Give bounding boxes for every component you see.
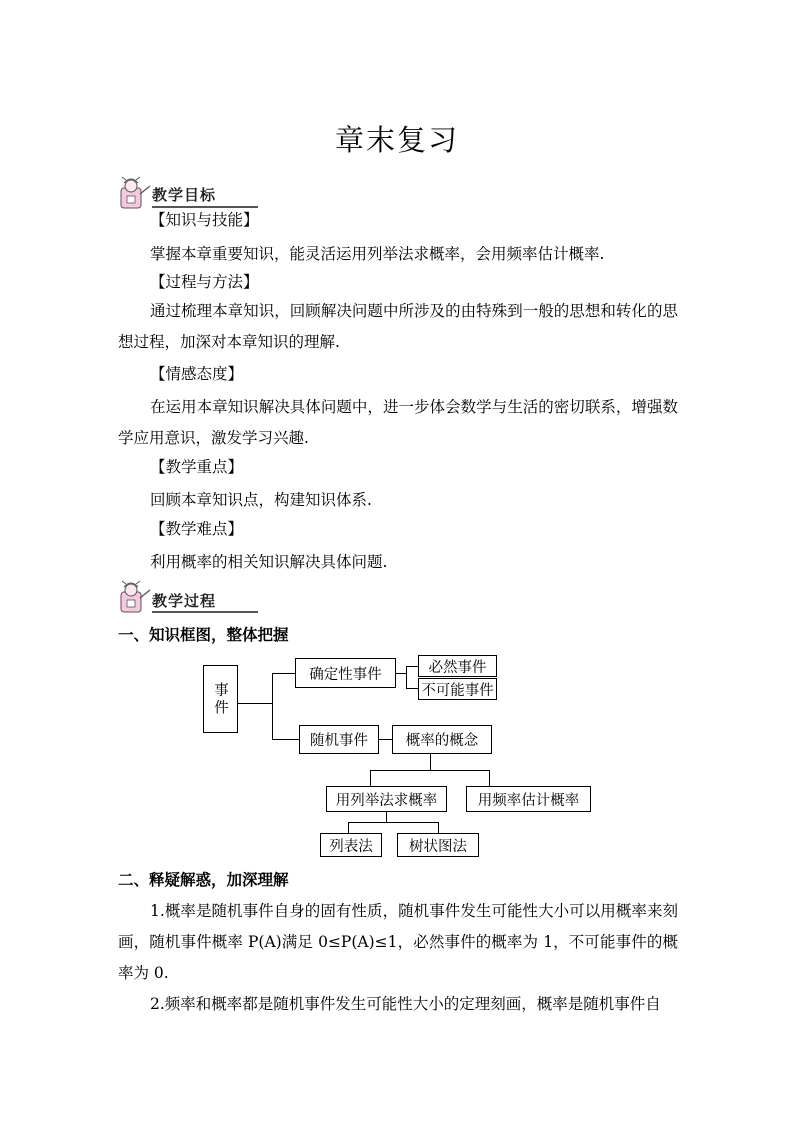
diagram-connector bbox=[438, 822, 439, 833]
objective-text: 通过梳理本章知识，回顾解决问题中所涉及的由特殊到一般的思想和转化的思想过程，加深对本章知识的理解. bbox=[118, 302, 678, 351]
page-title: 章末复习 bbox=[334, 123, 459, 157]
diagram-connector bbox=[272, 673, 295, 674]
objective-heading: 【情感态度】 bbox=[150, 365, 244, 383]
section-badge-process bbox=[118, 580, 258, 616]
diagram-node-concept: 概率的概念 bbox=[392, 725, 492, 754]
badge-label: 教学过程 bbox=[152, 592, 217, 610]
objective-text: 在运用本章知识解决具体问题中，进一步体会数学与生活的密切联系，增强数学应用意识，激发学习兴趣. bbox=[118, 398, 678, 447]
diagram-node-table: 列表法 bbox=[320, 833, 382, 857]
diagram-node-tree: 树状图法 bbox=[397, 833, 479, 857]
objective-heading: 【过程与方法】 bbox=[150, 273, 259, 291]
diagram-connector bbox=[489, 770, 490, 786]
objective-heading: 【教学重点】 bbox=[150, 458, 244, 476]
diagram-connector bbox=[406, 666, 407, 689]
section-heading: 二、释疑解惑，加深理解 bbox=[118, 871, 289, 889]
diagram-node-certain: 必然事件 bbox=[418, 655, 497, 677]
badge-label: 教学目标 bbox=[152, 186, 217, 204]
diagram-node-root: 事件 bbox=[203, 665, 238, 733]
section-badge-objectives bbox=[118, 176, 258, 212]
objective-text: 利用概率的相关知识解决具体问题. bbox=[150, 553, 388, 571]
diagram-node-enumeration: 用列举法求概率 bbox=[326, 786, 447, 812]
badge-underline bbox=[152, 611, 258, 613]
diagram-connector bbox=[238, 703, 273, 704]
diagram-connector bbox=[348, 822, 439, 823]
diagram-connector bbox=[370, 770, 371, 786]
diagram-connector bbox=[272, 673, 273, 740]
diagram-connector bbox=[406, 666, 418, 667]
diagram-connector bbox=[348, 822, 349, 833]
diagram-node-frequency: 用频率估计概率 bbox=[466, 786, 591, 812]
diagram-connector bbox=[406, 688, 418, 689]
section-heading: 一、知识框图，整体把握 bbox=[118, 626, 289, 644]
diagram-connector bbox=[396, 673, 406, 674]
diagram-connector bbox=[370, 770, 490, 771]
explanation-paragraph: 2.频率和概率都是随机事件发生可能性大小的定理刻画，概率是随机事件自 bbox=[150, 995, 661, 1013]
objective-heading: 【知识与技能】 bbox=[150, 211, 259, 229]
diagram-node-deterministic: 确定性事件 bbox=[295, 658, 396, 688]
objective-text: 掌握本章重要知识，能灵活运用列举法求概率，会用频率估计概率. bbox=[150, 245, 605, 263]
diagram-node-random: 随机事件 bbox=[299, 725, 379, 754]
diagram-connector bbox=[430, 754, 431, 770]
objective-heading: 【教学难点】 bbox=[150, 520, 244, 538]
objective-text: 回顾本章知识点，构建知识体系. bbox=[150, 491, 372, 509]
diagram-connector bbox=[272, 739, 299, 740]
diagram-connector bbox=[379, 739, 392, 740]
explanation-paragraph: 1.概率是随机事件自身的固有性质，随机事件发生可能性大小可以用概率来刻画，随机事件概率 P(A)满足 0≤P(A)≤1，必然事件的概率为 1，不可能事件的概率为 0. bbox=[118, 902, 678, 982]
diagram-connector bbox=[386, 812, 387, 822]
diagram-node-impossible: 不可能事件 bbox=[418, 678, 497, 700]
